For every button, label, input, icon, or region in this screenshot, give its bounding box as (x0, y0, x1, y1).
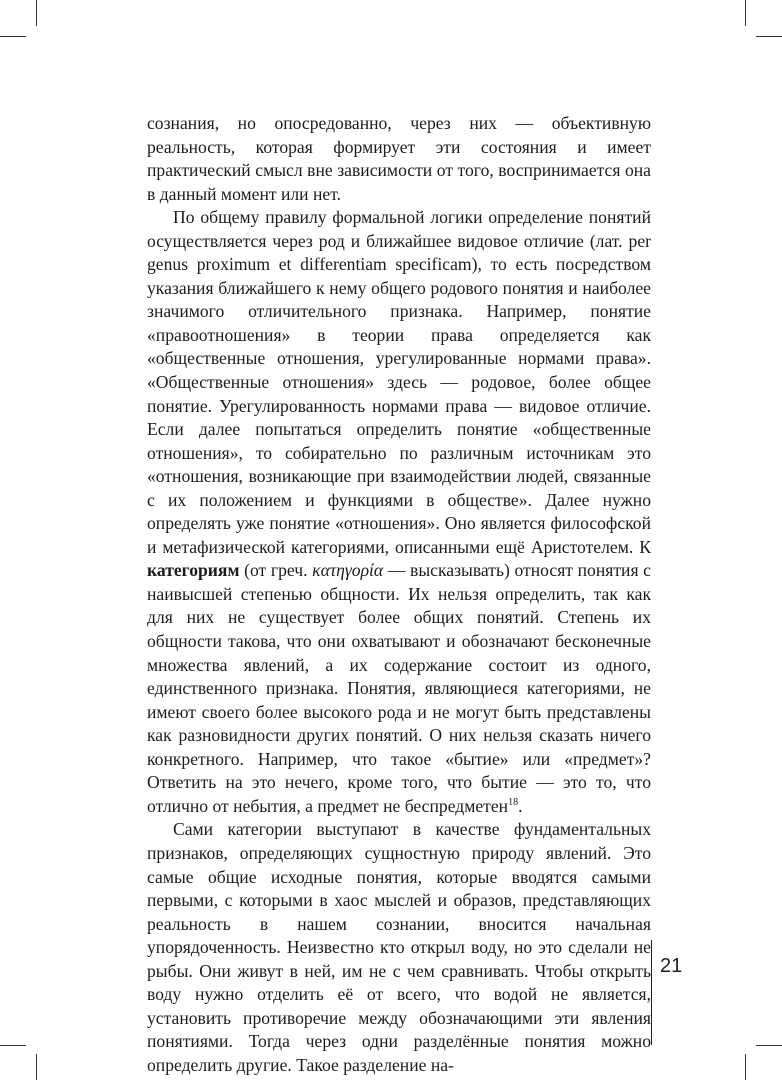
paragraph-2-text-a: По общему правилу формальной логики определение понятий осуществляется через род и ближайшее видовое отличие (лат. per genus proximum et differentiam specificam), то есть посредством указания ближайшего к нему общего родового понятия и наиболее значимого отличительного признака. Например, понятие «правоотношения» в теории права определяется как «общественные отношения, урегулированные нормами права». «Общественные отношения» здесь — родовое, более общее понятие. Урегулированность нормами права — видовое отличие. Если далее попытаться определить понятие «общественные отношения», то собирательно по различным источникам это «отношения, возникающие при взаимодействии людей, связанные с их положением и функциями в обществе». Далее нужно определять уже понятие «отношения». Оно является философской и метафизической категориями, описанными ещё Аристотелем. К (147, 207, 651, 557)
crop-mark-bottom-left-v (36, 1054, 37, 1080)
crop-mark-top-left-h (0, 36, 26, 37)
paragraph-2-text-b: (от греч. (244, 560, 308, 581)
paragraph-3: Сами категории выступают в качестве фундаментальных признаков, определяющих сущностную природу явлений. Это самые общие исходные понятия, которые вводятся самыми первыми, с которыми в хаос мыслей и образов, представляющих реальность в нашем сознании, вносится начальная упорядоченность. Неизвестно кто открыл воду, но это сделали не рыбы. Они живут в ней, им не с чем сравнивать. Чтобы открыть воду нужно отделить её от всего, что водой не является, установить противоречие между обозначающими эти явления понятиями. Тогда через одни разделённые понятия можно определить другие. Такое разделение на- (147, 819, 651, 1075)
paragraph-2 (147, 206, 651, 818)
crop-mark-bottom-right-v (745, 1054, 746, 1080)
term-categories: категориям (147, 560, 240, 581)
crop-mark-bottom-right-h (756, 1045, 782, 1046)
greek-term: κατηγορία (312, 560, 384, 581)
crop-mark-bottom-left-h (0, 1045, 26, 1046)
paragraph-2-end: . (518, 795, 523, 816)
crop-mark-top-right-v (745, 0, 746, 26)
paragraph-1: сознания, но опосредованно, через них — объективную реальность, которая формирует эти состояния и имеет практический смысл вне зависимости от того, воспринимается она в данный момент или нет. (147, 113, 651, 204)
page-number: 21 (660, 955, 683, 977)
crop-mark-top-right-h (756, 36, 782, 37)
page-number-rule (651, 940, 652, 1045)
crop-mark-top-left-v (36, 0, 37, 26)
footnote-ref[interactable]: 18 (508, 797, 519, 808)
paragraph-2-text-c: — высказывать) относят понятия с наивысшей степенью общности. Их нельзя определить, так как для них не существует более общих понятий. Степень их общности такова, что они охватывают и обозначают бесконечные множества явлений, а их содержание состоит из одного, единственного признака. Понятия, являющиеся категориями, не имеют своего более высокого рода и не могут быть представлены как разновидности других понятий. О них нельзя сказать ничего конкретного. Например, что такое «бытие» или «предмет»? Ответить на это нечего, кроме того, что бытие — это то, что отлично от небытия, а предмет не беспредметен (147, 560, 651, 816)
body-text (147, 112, 651, 1077)
